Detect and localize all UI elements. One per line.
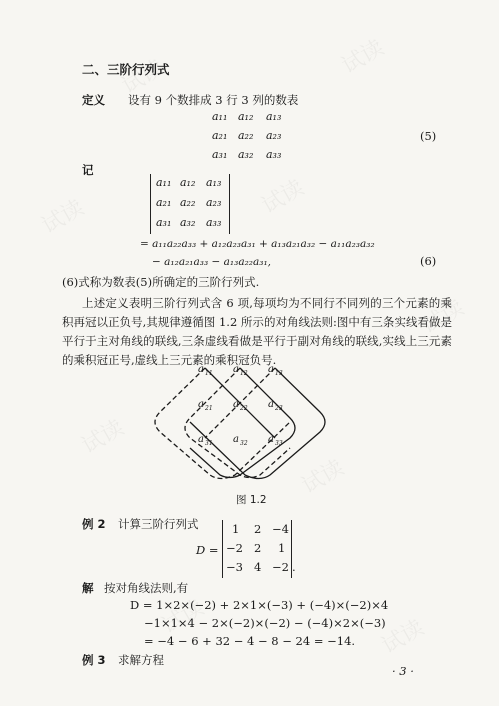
definition-text: 设有 9 个数排成 3 行 3 列的数表 <box>128 93 299 107</box>
det-cell: a₃₂ <box>180 216 196 229</box>
fig-a33: a <box>268 434 274 445</box>
ex2-cell: 2 <box>254 522 262 536</box>
array-cell: a₃₁ <box>212 148 228 161</box>
svg-text:11: 11 <box>205 370 213 377</box>
example-3-text: 求解方程 <box>118 653 164 667</box>
paragraph-2: 上述定义表明三阶行列式含 6 项,每项均为不同行不同列的三个元素的乘积再冠以正负号,其规律遵循图 1.2 所示的对角线法则:图中有三条实线看做是平行于主对角线的联线,三条虚线看做是平行于副对角线的联线,实线上三元素的乘积冠正号,虚线上三元素的乘积冠负号. <box>62 296 452 367</box>
svg-text:33: 33 <box>275 440 283 447</box>
solution-text: 按对角线法则,有 <box>104 581 189 595</box>
paragraph-1: (6)式称为数表(5)所确定的三阶行列式. <box>62 275 260 289</box>
definition-label: 定义 <box>82 93 105 107</box>
solution-label: 解 <box>82 581 94 595</box>
equation-number-6: (6) <box>420 254 437 268</box>
solution-line-2: −1×1×4 − 2×(−2)×(−2) − (−4)×2×(−3) <box>144 616 386 630</box>
diagonal-rule-figure <box>150 360 350 485</box>
array-cell: a₁₁ <box>212 110 228 123</box>
fig-a21: a <box>198 399 204 410</box>
fig-a22: a <box>233 399 239 410</box>
equation-number-5: (5) <box>420 129 437 143</box>
det-cell: a₁₃ <box>206 176 222 189</box>
array-cell: a₂₂ <box>238 129 254 142</box>
expansion-line-1: = a₁₁a₂₂a₃₃ + a₁₂a₂₃a₃₁ + a₁₃a₂₁a₃₂ − a₁₁a₂₃a₃₂ <box>140 238 375 250</box>
svg-text:21: 21 <box>205 405 213 412</box>
solution-line-1: D = 1×2×(−2) + 2×1×(−3) + (−4)×(−2)×4 <box>130 598 389 612</box>
ex2-cell: −2 <box>226 541 243 555</box>
array-cell: a₂₁ <box>212 129 228 142</box>
ex2-cell: 2 <box>254 541 262 555</box>
ex2-cell: −4 <box>272 522 289 536</box>
example-3-label: 例 3 <box>82 653 106 667</box>
ji-label: 记 <box>82 163 94 177</box>
ex2-cell: −2 <box>272 560 289 574</box>
fig-a31: a <box>198 434 204 445</box>
fig-a11: a <box>198 364 204 375</box>
det-cell: a₃₁ <box>156 216 172 229</box>
fig-a23: a <box>268 399 274 410</box>
svg-text:32: 32 <box>240 440 248 447</box>
det-cell: a₂₁ <box>156 196 172 209</box>
svg-text:23: 23 <box>275 405 283 412</box>
det-cell: a₂₂ <box>180 196 196 209</box>
solution-line-3: = −4 − 6 + 32 − 4 − 8 − 24 = −14. <box>144 634 356 648</box>
ex2-cell: 4 <box>254 560 262 574</box>
example-2-label: 例 2 <box>82 517 106 531</box>
svg-text:31: 31 <box>205 440 213 447</box>
svg-text:13: 13 <box>275 370 283 377</box>
figure-caption: 图 1.2 <box>236 494 267 506</box>
d-label: D = <box>196 543 219 557</box>
det-cell: a₃₃ <box>206 216 222 229</box>
det-cell: a₂₃ <box>206 196 222 209</box>
det-cell: a₁₂ <box>180 176 196 189</box>
array-cell: a₃₃ <box>266 148 282 161</box>
array-cell: a₃₂ <box>238 148 254 161</box>
array-cell: a₂₃ <box>266 129 282 142</box>
array-cell: a₁₂ <box>238 110 254 123</box>
page-number: · 3 · <box>392 664 414 678</box>
ex2-cell: −3 <box>226 560 243 574</box>
det-cell: a₁₁ <box>156 176 172 189</box>
array-cell: a₁₃ <box>266 110 282 123</box>
svg-text:22: 22 <box>240 405 248 412</box>
expansion-line-2: − a₁₂a₂₁a₃₃ − a₁₃a₂₂a₃₁, <box>152 256 272 268</box>
fig-a12: a <box>233 364 239 375</box>
ex2-cell: 1 <box>232 522 240 536</box>
fig-a32: a <box>233 434 239 445</box>
fig-a13: a <box>268 364 274 375</box>
ex2-cell: 1 <box>278 541 286 555</box>
section-title: 二、三阶行列式 <box>82 62 170 77</box>
example-2-text: 计算三阶行列式 <box>118 517 199 531</box>
svg-text:12: 12 <box>240 370 248 377</box>
ex2-period: . <box>292 560 296 574</box>
